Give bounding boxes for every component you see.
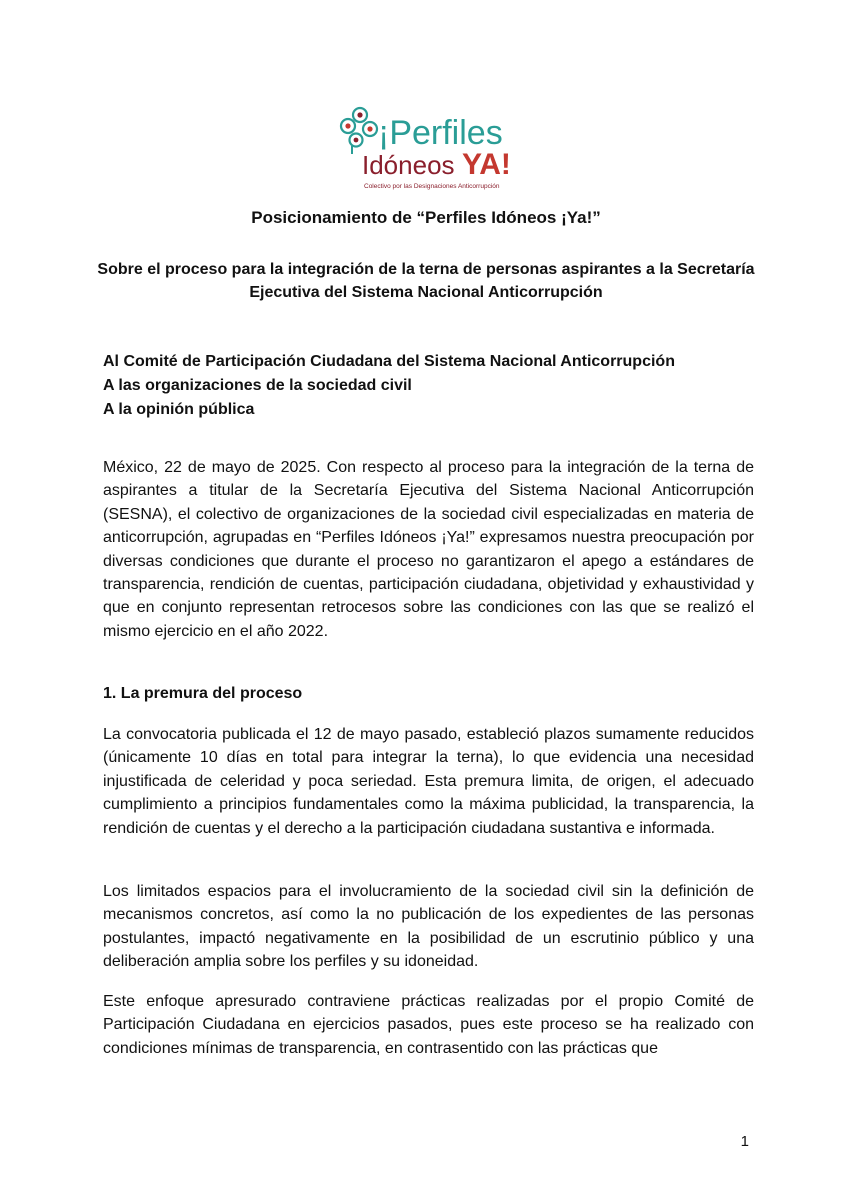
body-paragraph: Los limitados espacios para el involucramiento de la sociedad civil sin la definición de mecanismos concretos, así como la no publicación de los expedientes de las personas postulantes, impactó negativamente en la posibilidad de un escrutinio público y una deliberación amplia sobre los perfiles y su idoneidad. <box>103 883 754 971</box>
addressee-line: A las organizaciones de la sociedad civil <box>103 377 412 394</box>
addressees-block <box>103 350 675 422</box>
document-title: Posicionamiento de “Perfiles Idóneos ¡Ya!” <box>251 208 601 227</box>
body-paragraph: La convocatoria publicada el 12 de mayo pasado, estableció plazos sumamente reducidos (únicamente 10 días en total para integrar la terna), lo que evidencia una necesidad injustificada de celeridad y poca seriedad. Esta premura limita, de origen, el adecuado cumplimiento a principios fundamentales como la máxima publicidad, la transparencia, la rendición de cuentas y el derecho a la participación ciudadana sustantiva e informada. <box>103 726 754 837</box>
people-icon <box>341 108 377 154</box>
perfiles-idoneos-logo <box>334 102 520 194</box>
logo-line2-accent: YA! <box>462 148 511 181</box>
page-number: 1 <box>740 1133 749 1150</box>
logo-line2: Idóneos <box>362 150 455 180</box>
document-subtitle: Sobre el proceso para la integración de la terna de personas aspirantes a la Secretaría Ejecutiva del Sistema Nacional Anticorrupción <box>97 261 755 301</box>
logo-tagline: Colectivo por las Designaciones Anticorrupción <box>364 183 500 190</box>
addressee-line: A la opinión pública <box>103 401 255 418</box>
section-heading: 1. La premura del proceso <box>103 685 303 702</box>
body-paragraph: Este enfoque apresurado contraviene prácticas realizadas por el propio Comité de Participación Ciudadana en ejercicios pasados, pues este proceso se ha realizado con condiciones mínimas de transparencia, en contrasentido con las prácticas que <box>103 993 754 1057</box>
addressee-line: Al Comité de Participación Ciudadana del Sistema Nacional Anticorrupción <box>103 353 675 370</box>
intro-paragraph: México, 22 de mayo de 2025. Con respecto al proceso para la integración de la terna de aspirantes a titular de la Secretaría Ejecutiva del Sistema Nacional Anticorrupción (SESNA), el colectivo de organizaciones de la sociedad civil especializadas en materia de anticorrupción, agrupadas en “Perfiles Idóneos ¡Ya!” expresamos nuestra preocupación por diversas condiciones que durante el proceso no garantizaron el apego a estándares de transparencia, rendición de cuentas, participación ciudadana, objetividad y exhaustividad y que en conjunto representan retrocesos sobre las condiciones con las que se realizó el mismo ejercicio en el año 2022. <box>103 459 754 640</box>
logo-line1: ¡Perfiles <box>378 114 503 152</box>
